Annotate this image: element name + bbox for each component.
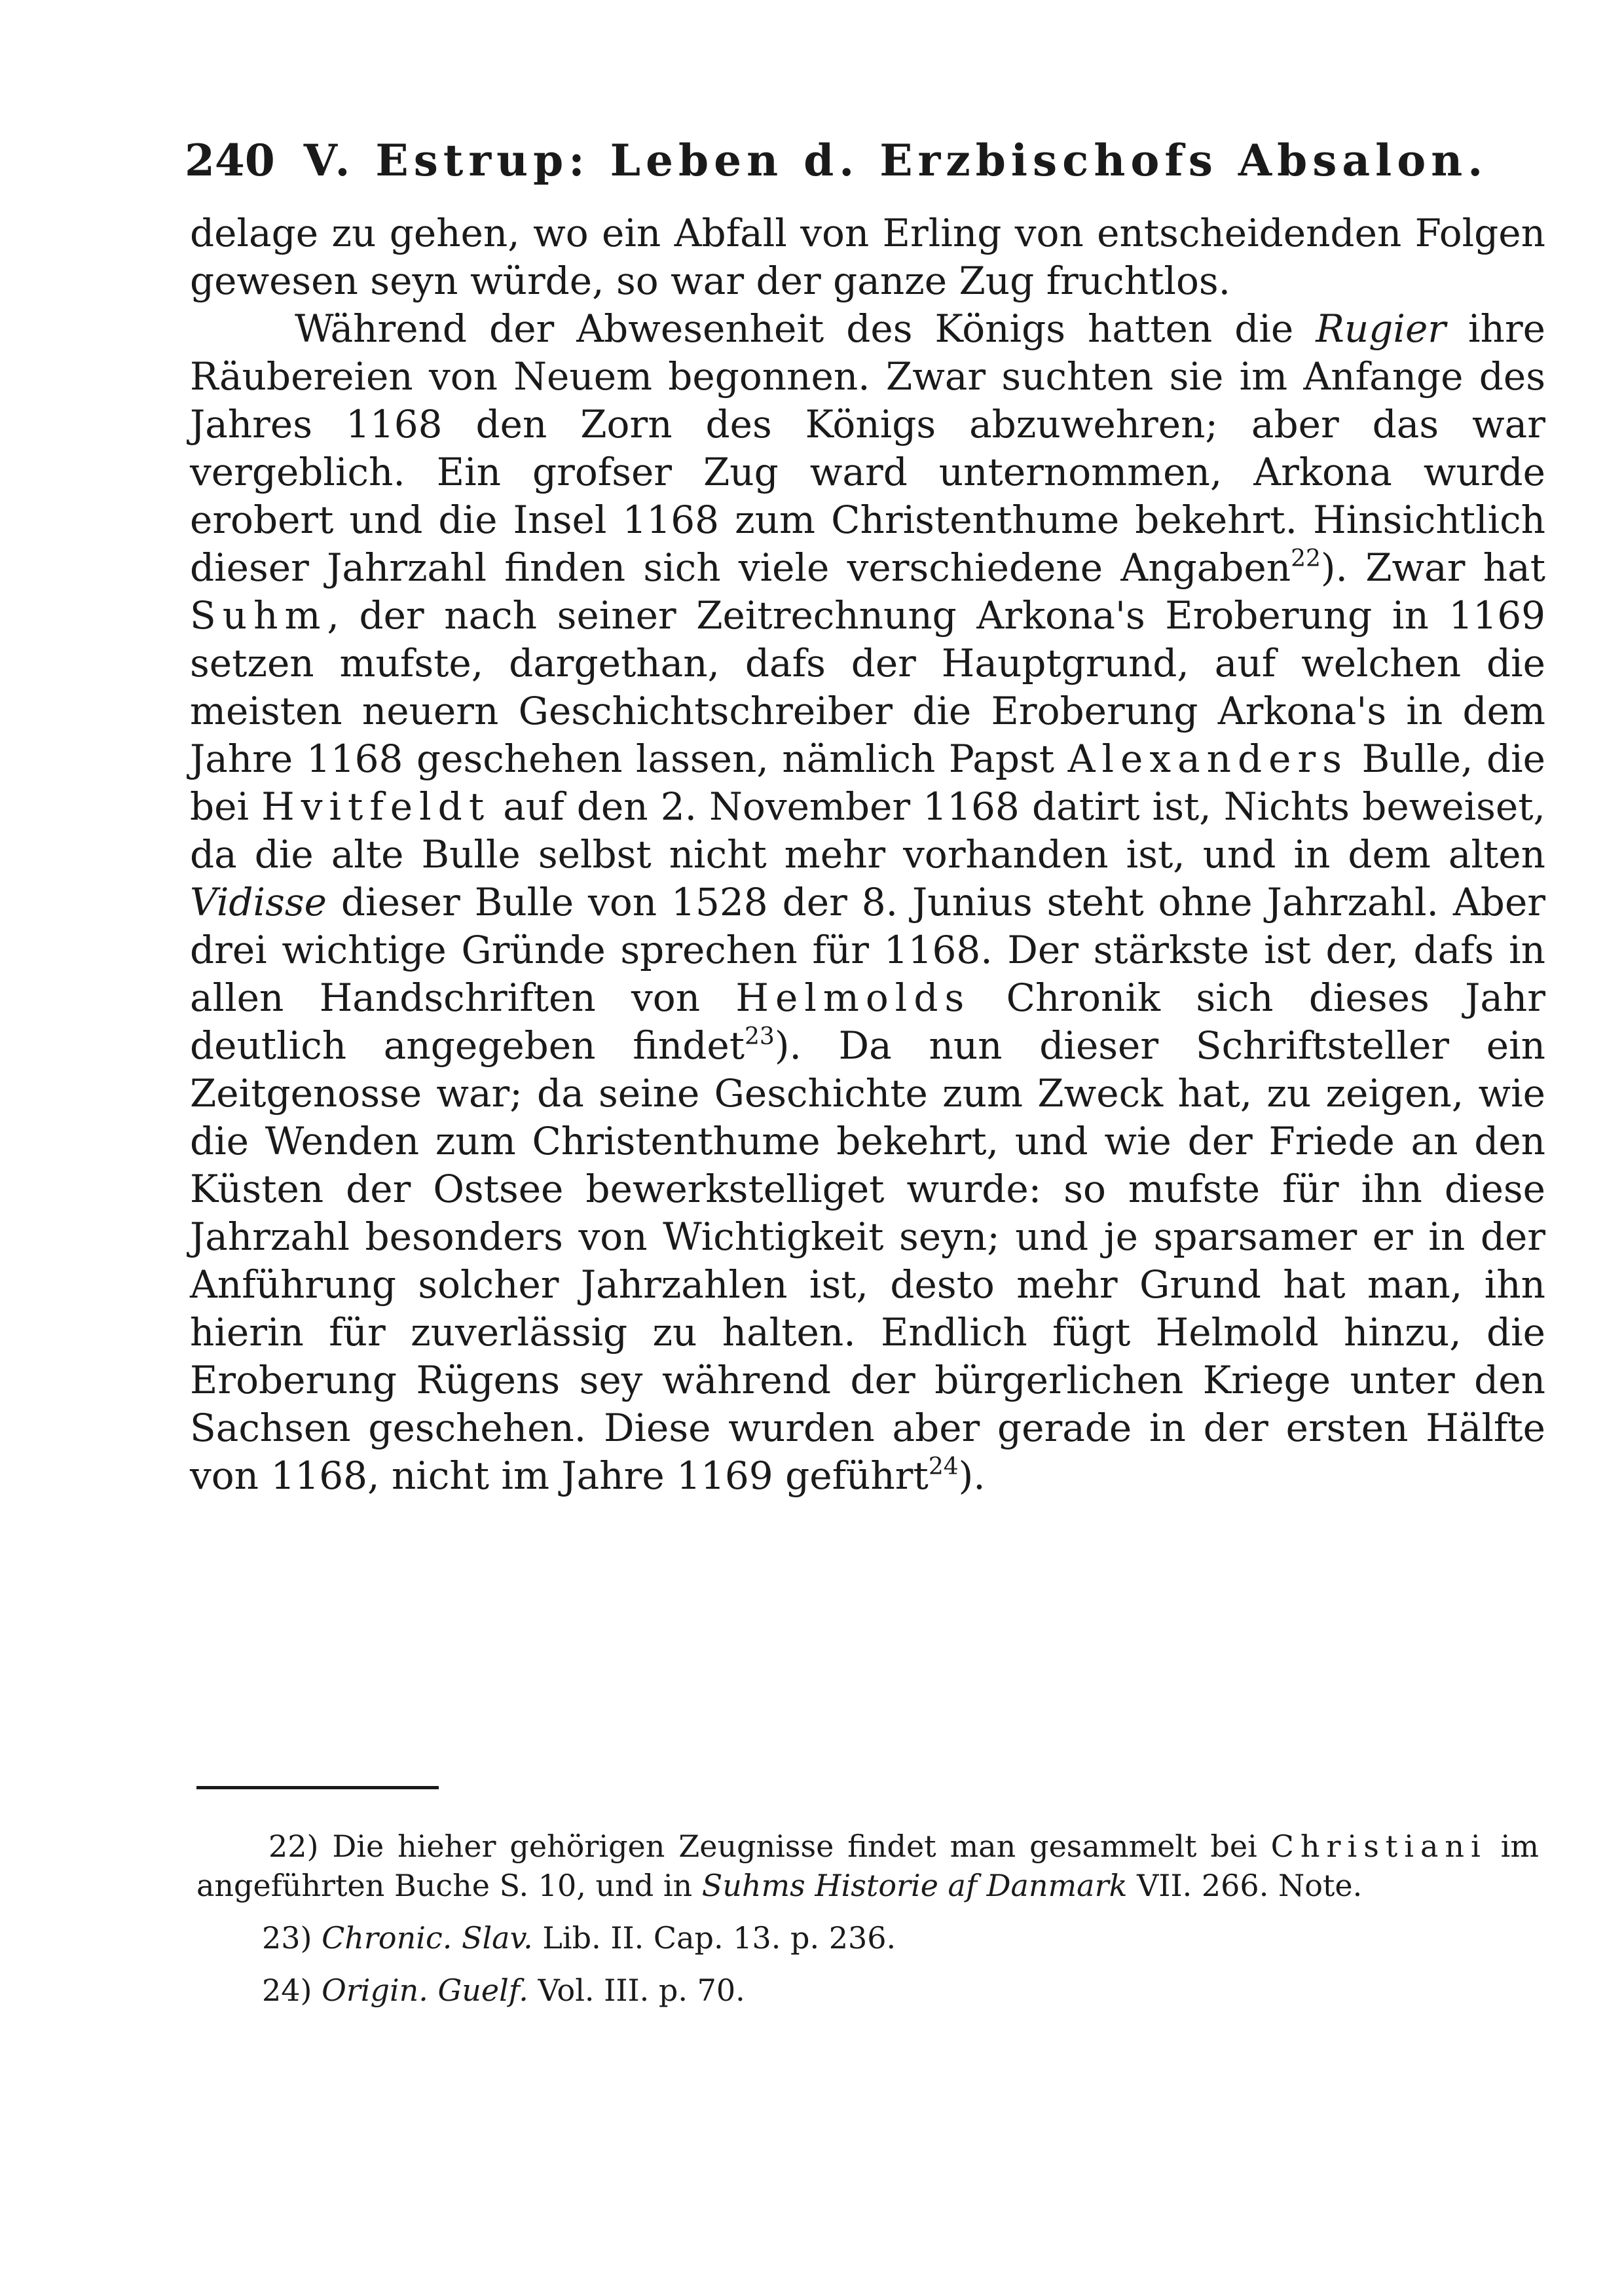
footnotes [196, 1827, 1539, 2023]
footnote-number: 24) [262, 1973, 322, 2008]
footnote-22 [196, 1827, 1539, 1905]
running-header [185, 124, 1547, 196]
text-run: 22) Die hieher gehörigen Zeugnisse findet man gesammelt bei [268, 1829, 1271, 1864]
footnote-divider [196, 1786, 439, 1789]
text-run: Vol. III. p. 70. [528, 1973, 745, 2008]
text-run: ). Zwar hat [1320, 545, 1546, 590]
text-run: dieser Bulle von 1528 der 8. Junius steht ohne Jahrzahl. Aber drei wichtige Gründe sprechen für 1168. Der stärkste ist der, dafs in allen Handschriften von [190, 880, 1545, 1020]
italic-title: Chronic. Slav. [322, 1920, 533, 1956]
spaced-name: Suhm [190, 593, 327, 638]
text-run: auf den 2. November 1168 datirt ist, Nichts beweiset, da die alte Bulle selbst nicht mehr vorhanden ist, und in dem alten [190, 784, 1545, 877]
text-run: , der nach seiner Zeitrechnung Arkona's Eroberung in 1169 setzen mufste, dargethan, dafs der Hauptgrund, auf welchen die meisten neuern Geschichtschreiber die Eroberung Arkona's in dem Jahre 1168 geschehen lassen, nämlich Papst [190, 593, 1545, 781]
spaced-name: Hvitfeldt [261, 784, 491, 829]
italic-title: Origin. Guelf. [322, 1973, 528, 2008]
italic-title: Suhms Historie af Danmark [701, 1868, 1128, 1903]
paragraph-rugier [190, 305, 1545, 1500]
italic-word: Rugier [1316, 306, 1447, 351]
running-title: V. Estrup: Leben d. Erzbischofs Absalon. [303, 135, 1488, 186]
text-run: Lib. II. Cap. 13. p. 236. [532, 1920, 896, 1956]
text-run: VII. 266. Note. [1127, 1868, 1363, 1903]
footnote-24 [196, 1971, 1539, 2010]
spaced-name: Helmolds [735, 975, 971, 1020]
main-text [190, 210, 1545, 1500]
italic-word: Vidisse [190, 880, 327, 924]
footnote-ref-22[interactable]: 22 [1291, 545, 1321, 572]
page-number: 240 [185, 135, 275, 186]
text-run: Während der Abwesenheit des Königs hatten die [295, 306, 1316, 351]
text-run: ). [958, 1453, 986, 1498]
footnote-number: 23) [262, 1920, 322, 1956]
spaced-name: Christiani [1270, 1829, 1487, 1864]
text-run: ihre Räubereien von Neuem begonnen. Zwar suchten sie im Anfange des Jahres 1168 den Zorn des Königs abzuwehren; aber das war vergeblich. Ein grofser Zug ward unternommen, Arkona wurde erobert und die Insel 1168 zum Christenthume bekehrt. Hinsichtlich dieser Jahrzahl finden sich viele verschiedene Angaben [190, 306, 1546, 590]
text-run: im angeführten Buche S. 10, und in [196, 1829, 1539, 1903]
spaced-name: Alexanders [1067, 737, 1348, 781]
text-run: Bulle, die bei [190, 737, 1545, 829]
footnote-23 [196, 1918, 1539, 1958]
text-run: Chronik sich dieses Jahr deutlich angegeben findet [190, 975, 1545, 1068]
footnote-ref-23[interactable]: 23 [745, 1023, 775, 1050]
text-run: ). Da nun dieser Schriftsteller ein Zeitgenosse war; da seine Geschichte zum Zweck hat, zu zeigen, wie die Wenden zum Christenthume bekehrt, und wie der Friede an den Küsten der Ostsee bewerkstelliget wurde: so mufste für ihn diese Jahrzahl besonders von Wichtigkeit seyn; und je sparsamer er in der Anführung solcher Jahrzahlen ist, desto mehr Grund hat man, ihn hierin für zuverlässig zu halten. Endlich fügt Helmold hinzu, die Eroberung Rügens sey während der bürgerlichen Kriege unter den Sachsen geschehen. Diese wurden aber gerade in der ersten Hälfte von 1168, nicht im Jahre 1169 geführt [190, 1023, 1545, 1498]
footnote-ref-24[interactable]: 24 [928, 1453, 959, 1480]
paragraph-continued: delage zu gehen, wo ein Abfall von Erling von entscheidenden Folgen gewesen seyn würde, so war der ganze Zug fruchtlos. [190, 211, 1545, 303]
